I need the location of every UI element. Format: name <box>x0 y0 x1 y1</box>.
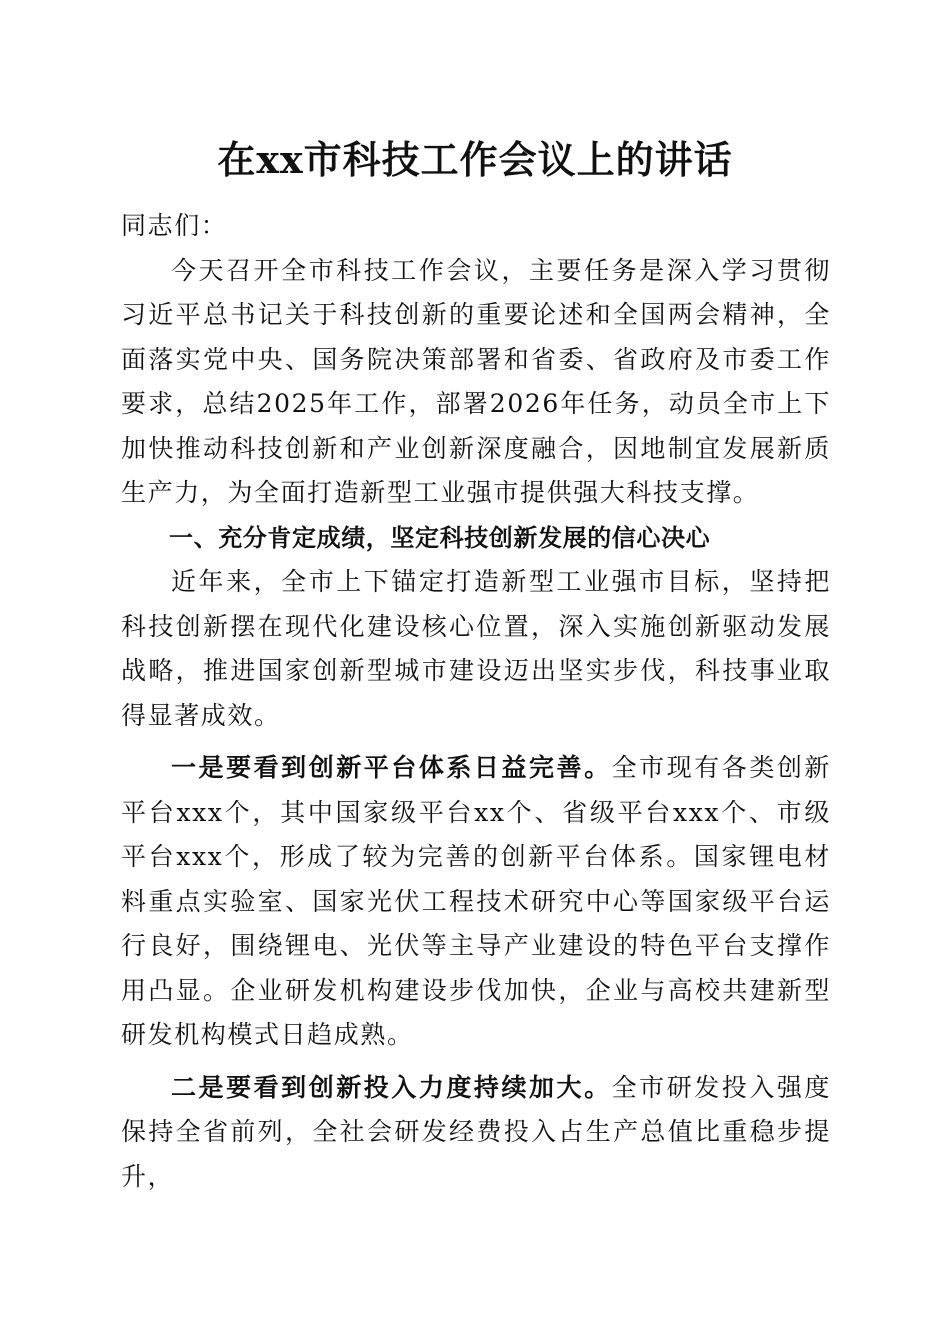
point-one-lead: 一是要看到创新平台体系日益完善。 <box>171 753 612 782</box>
point-one-body: 全市现有各类创新平台xxx个，其中国家级平台xx个、省级平台xxx个、市级平台xxx个，形成了较为完善的创新平台体系。国家锂电材料重点实验室、国家光伏工程技术研究中心等国家级平台运行良好，围绕锂电、光伏等主导产业建设的特色平台支撑作用凸显。企业研发机构建设步伐加快，企业与高校共建新型研发机构模式日趋成熟。 <box>121 753 831 1049</box>
point-one-paragraph <box>121 746 831 1058</box>
salutation: 同志们： <box>121 211 228 240</box>
intro-paragraph: 今天召开全市科技工作会议，主要任务是深入学习贯彻习近平总书记关于科技创新的重要论述和全国两会精神，全面落实党中央、国务院决策部署和省委、省政府及市委工作要求，总结2025年工作，部署2026年任务，动员全市上下加快推动科技创新和产业创新深度融合，因地制宜发展新质生产力，为全面打造新型工业强市提供强大科技支撑。 <box>121 255 831 507</box>
document-body <box>121 204 831 1199</box>
section-heading: 一、充分肯定成绩，坚定科技创新发展的信心决心 <box>169 523 711 552</box>
point-two-lead: 二是要看到创新投入力度持续加大。 <box>171 1072 612 1102</box>
point-two-paragraph <box>121 1066 831 1200</box>
overview-paragraph: 近年来，全市上下锚定打造新型工业强市目标，坚持把科技创新摆在现代化建设核心位置，深入实施创新驱动发展战略，推进国家创新型城市建设迈出坚实步伐，科技事业取得显著成效。 <box>121 567 831 730</box>
document-title: 在xx市科技工作会议上的讲话 <box>217 137 733 182</box>
point-two-body: 全市研发投入强度保持全省前列，全社会研发经费投入占生产总值比重稳步提升， <box>121 1072 831 1191</box>
